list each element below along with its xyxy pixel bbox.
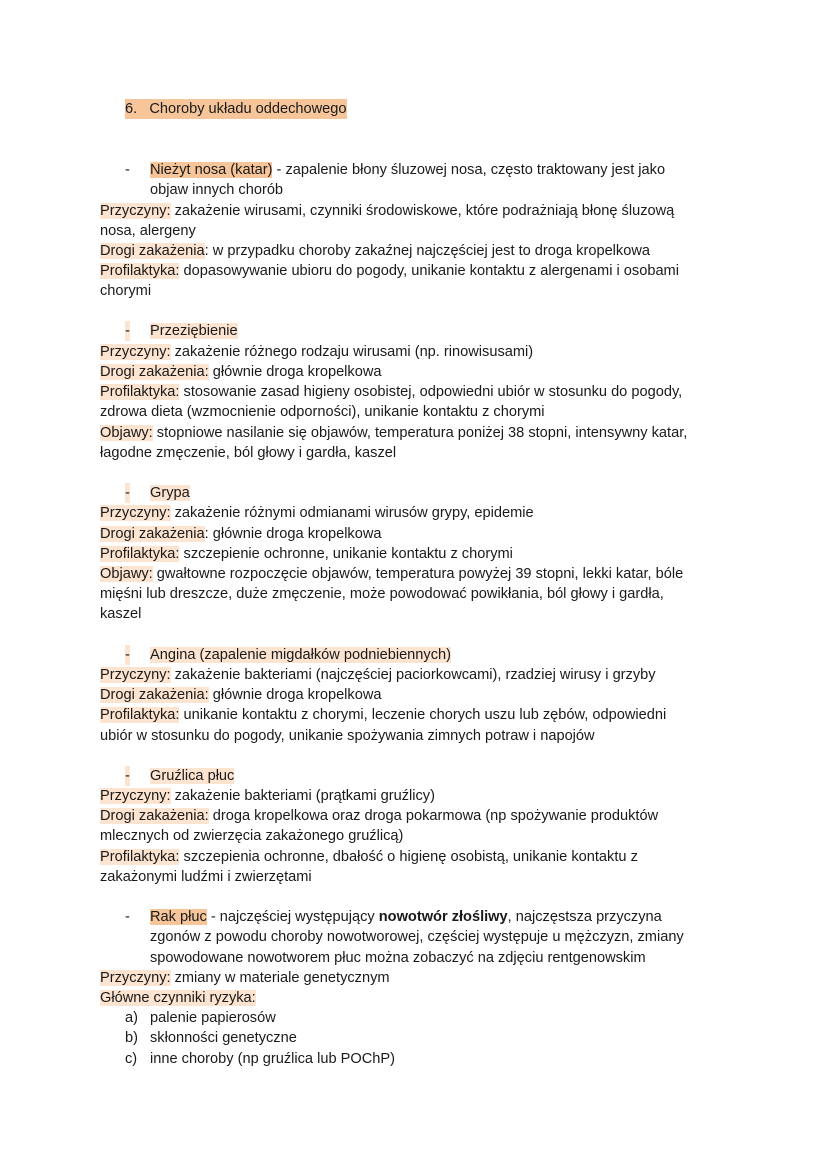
objawy-line bbox=[100, 564, 683, 584]
heading-title: Choroby układu oddechowego bbox=[149, 101, 347, 117]
value: stopniowe nasilanie się objawów, temperatura poniżej 38 stopni, intensywny katar, bbox=[152, 425, 688, 441]
czynniki-label-line bbox=[100, 988, 256, 1008]
label: Drogi zakażenia: bbox=[100, 687, 209, 703]
value: unikanie kontaktu z chorymi, leczenie chorych uszu lub zębów, odpowiedni bbox=[179, 707, 667, 723]
list-marker: c) bbox=[125, 1051, 138, 1067]
disease-desc-cont: zgonów z powodu choroby nowotworowej, częściej występuje u mężczyzn, zmiany bbox=[150, 929, 684, 945]
przyczyny-line bbox=[100, 786, 435, 806]
disease-desc: , najczęstsza przyczyna bbox=[507, 909, 662, 925]
label: Przyczyny: bbox=[100, 344, 171, 360]
drogi-line bbox=[100, 241, 650, 261]
disease-desc-bold: nowotwór złośliwy bbox=[378, 909, 508, 925]
list-item: skłonności genetyczne bbox=[150, 1030, 297, 1046]
label: Przyczyny: bbox=[100, 505, 171, 521]
value: dopasowywanie ubioru do pogody, unikanie kontaktu z alergenami i osobami bbox=[179, 263, 679, 279]
przyczyny-line bbox=[100, 201, 674, 221]
disease-name: Nieżyt nosa (katar) bbox=[150, 162, 273, 178]
label: Objawy: bbox=[100, 566, 153, 582]
disease-name: Gruźlica płuc bbox=[150, 768, 235, 784]
value: szczepienie ochronne, unikanie kontaktu z chorymi bbox=[179, 546, 513, 562]
profilaktyka-line bbox=[100, 544, 513, 564]
profilaktyka-cont: zdrowa dieta (wzmocnienie odporności), unikanie kontaktu z chorymi bbox=[100, 404, 545, 420]
value: stosowanie zasad higieny osobistej, odpowiedni ubiór w stosunku do pogody, bbox=[179, 384, 683, 400]
disease-desc: - zapalenie błony śluzowej nosa, często traktowany jest jako bbox=[272, 162, 666, 178]
disease-name: Przeziębienie bbox=[150, 323, 238, 339]
drogi-line bbox=[100, 524, 382, 544]
profilaktyka-line bbox=[100, 847, 638, 867]
list-item: inne choroby (np gruźlica lub POChP) bbox=[150, 1051, 395, 1067]
value: zakażenie wirusami, czynniki środowiskowe, które podrażniają błonę śluzową bbox=[170, 203, 675, 219]
objawy-cont: mięśni lub dreszcze, duże zmęczenie, może powodować powikłania, ból głowy i gardła, bbox=[100, 586, 664, 602]
value: zakażenie bakteriami (prątkami gruźlicy) bbox=[170, 788, 435, 804]
disease-name: Rak płuc bbox=[150, 909, 207, 925]
label: Przyczyny: bbox=[100, 203, 171, 219]
drogi-line bbox=[100, 362, 382, 382]
drogi-cont: mlecznych od zwierzęcia zakażonego gruźlicą) bbox=[100, 828, 404, 844]
drogi-line bbox=[100, 806, 658, 826]
value: zakażenie bakteriami (najczęściej paciorkowcami), rzadziej wirusy i grzyby bbox=[170, 667, 656, 683]
label: Profilaktyka: bbox=[100, 707, 180, 723]
profilaktyka-line bbox=[100, 705, 666, 725]
disease-name: Angina (zapalenie migdałków podniebiennych) bbox=[150, 647, 451, 663]
list-marker: b) bbox=[125, 1030, 138, 1046]
label: Drogi zakażenia: bbox=[100, 808, 209, 824]
value: gwałtowne rozpoczęcie objawów, temperatura powyżej 39 stopni, lekki katar, bóle bbox=[152, 566, 684, 582]
label: Drogi zakażenia bbox=[100, 243, 205, 259]
value: : głównie droga kropelkowa bbox=[204, 526, 382, 542]
bullet-dash: - bbox=[125, 485, 130, 501]
disease-przeziebienie-title bbox=[150, 321, 238, 341]
list-marker: a) bbox=[125, 1010, 138, 1026]
value: : w przypadku choroby zakaźnej najczęściej jest to droga kropelkowa bbox=[204, 243, 650, 259]
heading-number: 6. bbox=[125, 101, 138, 117]
profilaktyka-cont: chorymi bbox=[100, 283, 152, 299]
bullet-dash: - bbox=[125, 768, 130, 784]
profilaktyka-line bbox=[100, 382, 682, 402]
bullet-dash: - bbox=[125, 323, 130, 339]
value: zmiany w materiale genetycznym bbox=[170, 970, 390, 986]
przyczyny-line bbox=[100, 665, 656, 685]
profilaktyka-cont: ubiór w stosunku do pogody, unikanie spożywania zimnych potraw i napojów bbox=[100, 728, 595, 744]
label: Przyczyny: bbox=[100, 788, 171, 804]
przyczyny-line bbox=[100, 968, 390, 988]
drogi-line bbox=[100, 685, 382, 705]
przyczyny-line bbox=[100, 342, 533, 362]
value: zakażenie różnymi odmianami wirusów grypy, epidemie bbox=[170, 505, 534, 521]
disease-gruzlica-title bbox=[150, 766, 234, 786]
objawy-line bbox=[100, 423, 687, 443]
profilaktyka-line bbox=[100, 261, 679, 281]
label: Główne czynniki ryzyka: bbox=[100, 990, 256, 1006]
profilaktyka-cont: zakażonymi ludźmi i zwierzętami bbox=[100, 869, 312, 885]
bullet-dash: - bbox=[125, 647, 130, 663]
przyczyny-line bbox=[100, 503, 534, 523]
label: Objawy: bbox=[100, 425, 153, 441]
value: droga kropelkowa oraz droga pokarmowa (np spożywanie produktów bbox=[208, 808, 659, 824]
label: Drogi zakażenia bbox=[100, 526, 205, 542]
disease-name: Grypa bbox=[150, 485, 190, 501]
label: Profilaktyka: bbox=[100, 263, 180, 279]
label: Profilaktyka: bbox=[100, 384, 180, 400]
value: zakażenie różnego rodzaju wirusami (np. rinowisusami) bbox=[170, 344, 534, 360]
label: Profilaktyka: bbox=[100, 546, 180, 562]
label: Drogi zakażenia: bbox=[100, 364, 209, 380]
bullet-dash: - bbox=[125, 909, 130, 925]
objawy-cont: kaszel bbox=[100, 606, 142, 622]
value: głównie droga kropelkowa bbox=[208, 364, 382, 380]
przyczyny-cont: nosa, alergeny bbox=[100, 223, 196, 239]
disease-desc-cont: objaw innych chorób bbox=[150, 182, 284, 198]
disease-desc: - najczęściej występujący bbox=[206, 909, 379, 925]
value: głównie droga kropelkowa bbox=[208, 687, 382, 703]
bullet-dash: - bbox=[125, 162, 130, 178]
section-heading bbox=[125, 99, 347, 119]
disease-niezyt-title bbox=[150, 160, 665, 180]
disease-grypa-title bbox=[150, 483, 190, 503]
disease-desc-cont: spowodowane nowotworem płuc można zobaczyć na zdjęciu rentgenowskim bbox=[150, 950, 646, 966]
disease-rak-title bbox=[150, 907, 662, 927]
label: Przyczyny: bbox=[100, 970, 171, 986]
objawy-cont: łagodne zmęczenie, ból głowy i gardła, kaszel bbox=[100, 445, 397, 461]
label: Profilaktyka: bbox=[100, 849, 180, 865]
value: szczepienia ochronne, dbałość o higienę osobistą, unikanie kontaktu z bbox=[179, 849, 638, 865]
disease-angina-title bbox=[150, 645, 451, 665]
list-item: palenie papierosów bbox=[150, 1010, 276, 1026]
label: Przyczyny: bbox=[100, 667, 171, 683]
